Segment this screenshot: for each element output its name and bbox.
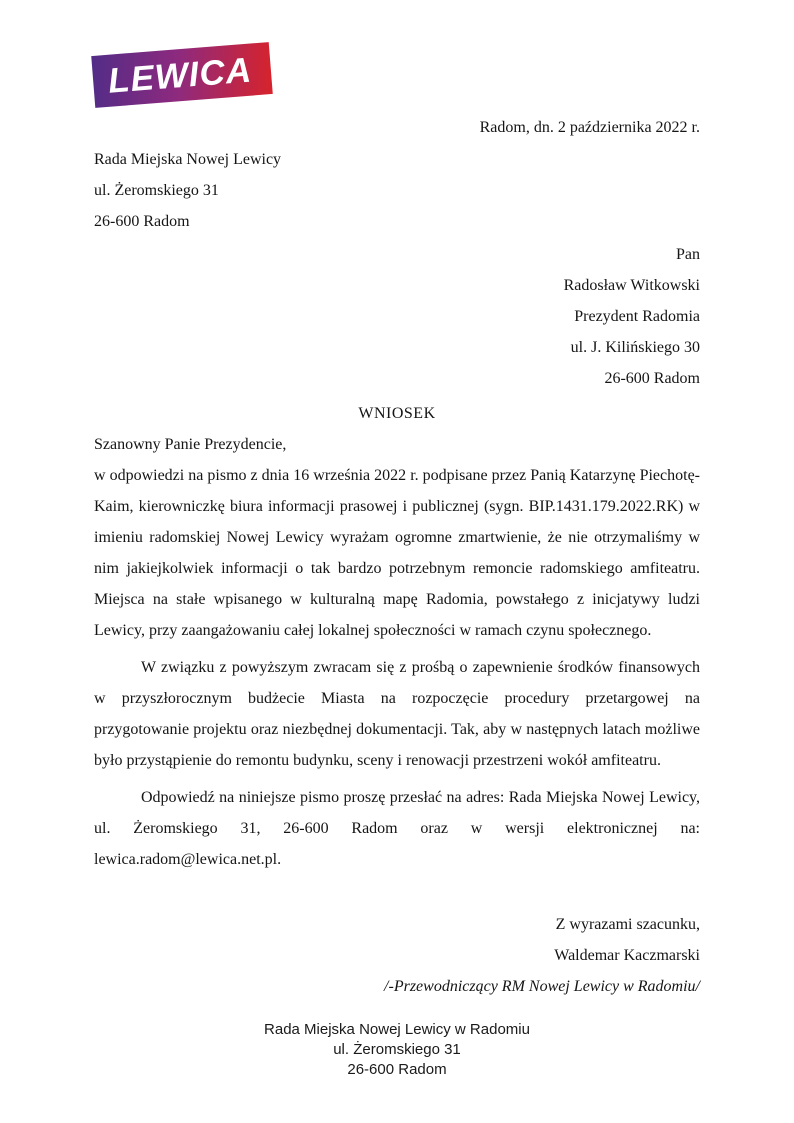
salutation: Szanowny Panie Prezydencie, (94, 436, 287, 453)
recipient-city: 26-600 Radom (604, 370, 700, 387)
signatory-name: Waldemar Kaczmarski (554, 947, 700, 964)
closing-phrase: Z wyrazami szacunku, (555, 916, 700, 933)
recipient-name: Radosław Witkowski (563, 277, 700, 294)
document-title: WNIOSEK (358, 405, 436, 422)
footer-street: ul. Żeromskiego 31 (333, 1041, 461, 1058)
signatory-role: /-Przewodniczący RM Nowej Lewicy w Radomiu/ (384, 978, 700, 995)
body-paragraph-1: w odpowiedzi na pismo z dnia 16 września 2022 r. podpisane przez Panią Katarzynę Piechotę-Kaim, kierowniczkę biura informacji prasowej i publicznej (sygn. BIP.1431.179.2022.RK) w imieniu radomskiej Nowej Lewicy wyrażam ogromne zmartwienie, że nie otrzymaliśmy w nim jakiejkolwiek informacji o tak bardzo potrzebnym remoncie radomskiego amfiteatru. Miejsca na stałe wpisanego w kulturalną mapę Radomia, powstałego z inicjatywy ludzi Lewicy, przy zaangażowaniu całej lokalnej społeczności w ramach czynu społecznego. (94, 467, 700, 639)
letter-content (94, 112, 700, 1002)
sender-street: ul. Żeromskiego 31 (94, 182, 219, 199)
recipient-salutation: Pan (676, 246, 700, 263)
recipient-street: ul. J. Kilińskiego 30 (570, 339, 700, 356)
closing-block (94, 909, 700, 1002)
footer-org-name: Rada Miejska Nowej Lewicy w Radomiu (264, 1021, 530, 1038)
sender-address-block (94, 144, 700, 237)
lewica-logo (91, 42, 273, 108)
footer-address-block (0, 1020, 794, 1080)
recipient-title: Prezydent Radomia (574, 308, 700, 325)
sender-name: Rada Miejska Nowej Lewicy (94, 151, 282, 168)
date-line: Radom, dn. 2 października 2022 r. (479, 119, 700, 136)
recipient-address-block (94, 239, 700, 394)
footer-city: 26-600 Radom (347, 1061, 447, 1078)
lewica-logo-wordmark: LEWICA (106, 50, 254, 101)
sender-city: 26-600 Radom (94, 213, 190, 230)
body-paragraph-2: W związku z powyższym zwracam się z prośbą o zapewnienie środków finansowych w przyszłorocznym budżecie Miasta na rozpoczęcie procedury przetargowej na przygotowanie projektu oraz niezbędnej dokumentacji. Tak, aby w następnych latach możliwe było przystąpienie do remontu budynku, sceny i renowacji przestrzeni wokół amfiteatru. (94, 659, 700, 769)
body-paragraph-3: Odpowiedź na niniejsze pismo proszę przesłać na adres: Rada Miejska Nowej Lewicy, ul. Żeromskiego 31, 26-600 Radom oraz w wersji elektronicznej na: lewica.radom@lewica.net.pl. (94, 789, 700, 868)
